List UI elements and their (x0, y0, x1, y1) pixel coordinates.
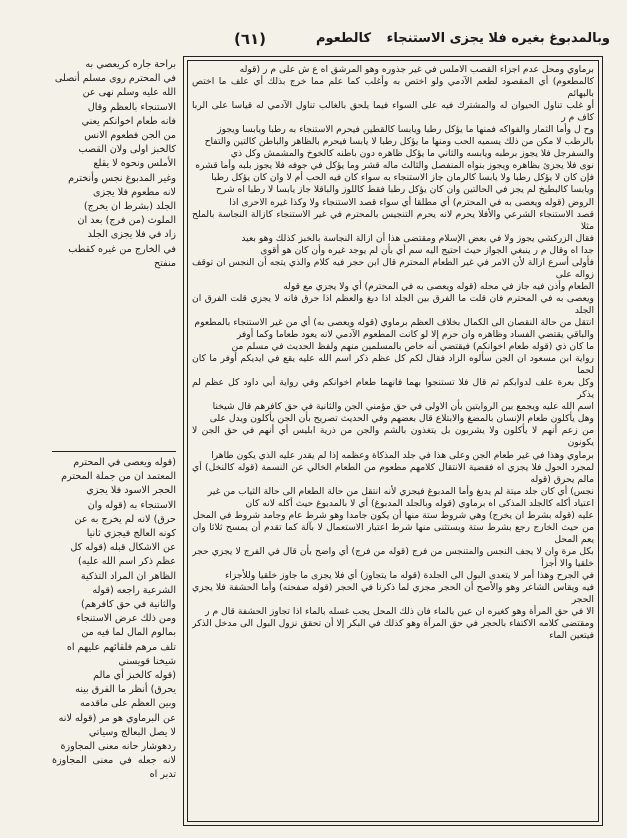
margin-text-line: كونه العالج فيجزي ثانيا (86, 528, 176, 540)
main-text-line: نجس) أي كان جلد ميتة لم يدبغ وأما المدبوغ فيجزي لأنه انتقل من حالة الطعام الى حالة الثياب من غير (207, 485, 594, 497)
main-text-line: رواية ابن مسعود ان الجن سألوه الزاد فقال لكم كل عظم ذكر اسم الله عليه يقع في ايديكم أوفر ما كان لحما (192, 353, 594, 377)
main-text-line: اسم الله عليه ويجمع بين الروايتين بأن الاولى في حق مؤمني الجن والثانية في حق كافرهم قال شيخنا (212, 401, 594, 413)
main-text-line: في الجرح وهذا أمر لا يتعدى البول الى الجلدة (قوله ما يتجاوز) أي فلا يجزى ما جاوز خلقيا وللأجزاء (224, 569, 594, 581)
header-center-text: كالطعوم (316, 31, 372, 46)
main-text-line: فأولى أسرع ازالة لأن الامر في غير الطعام المحترم قال ابن حجر فيه كلام والذي يتجه أن النجس ان توقف زواله على (192, 256, 594, 280)
main-text-line: ويعصى به في المحترم فان قلت ما الفرق بين الجلد اذا دبغ والعظم اذا حرق فانه لا يجزي قلت الفرق ان الجلد (192, 292, 594, 316)
main-text-line: ويابسا كالبطيخ لم يجز في الحالتين وان كان يؤكل رطبا فقط كاللوز والباقلا جاز يابسا لا رطبا اه شرح (215, 184, 594, 196)
margin-text-line: الله عليه وسلم نهى عن (82, 87, 176, 99)
main-text-line: برماوي ومحل عدم اجزاء القصب الاملس في غير جذوره وهو المرشق اه ع ش على م ر (قوله (239, 64, 594, 75)
margin-text-line: لا يصل البعالج وسياتي (88, 726, 176, 738)
main-text-line: والباقي يقتضي الفساد وظاهره وان حرم إلا لو كانت المطعوم الآدمي لانه يعود طعاما وكما أوفر (236, 329, 594, 341)
margin-text-line: عن البرماوي هو مر (قوله لانه (58, 712, 176, 724)
main-text-line: وح ل وأما الثمار والفواكه فمنها ما يؤكل رطبا ويابسا كالقطين فيحرم الاستنجاء به رطبا ويابسا ويجوز (217, 124, 594, 136)
margin-text-line: براحة جاره كريعصي به (85, 59, 176, 70)
margin-text-line: ومن ذلك عرض الاستنجاء (76, 613, 176, 625)
margin-text-line: لانه جعله في معنى المجاوزة تدبر اه (52, 755, 176, 781)
main-text-line: لمجرد الحول فلا يجزي اه فقضية الانتقال كلامهم مطعوم من الطعام الخالي عن النسمة (قوله كالنخل) أي مالم يحرق (قوله (192, 461, 594, 485)
main-text-line: برماوي وهذا في غير طعام الجن وعلى هذا في جلد المذكاة وعظمه إذا لم يقدر عليه الذي يكون طاهرا (211, 449, 594, 461)
main-text-line: ما كان ذي (قوله طعام اخوانكم) فيقتضي أنه خاص بالمسلمين منهم ولفظ الحديث في مسلم من (231, 341, 594, 353)
margin-text-line: المعتمد ان من جملة المحترم (61, 471, 176, 483)
margin-text-line: الاستنجاء بالعظم وقال (87, 101, 176, 113)
margin-text-line: لانه مطعوم فلا يجزى (93, 186, 176, 198)
main-text-line: نوى فلا يجزئ بظاهره ويجوز بنواه المنفصل والثالث ماله قشر وما يؤكل في جوفه فلا يجوز بلبه وأما قشره (195, 160, 594, 172)
main-text-line: عليه (قوله بشرط ان يخرج) وهي شروط ستة منها أن يكون جامدا وهو شرط عام وجامد شروط في المحل (192, 509, 594, 521)
main-text-line: جدا اه وقال م ر ينبغي الجواز حيث احتيج اليه سم أي بأن لم يوجد غيره وأن كان هو أقوى (260, 244, 594, 256)
margin-text-line: منفتح (154, 257, 176, 269)
margin-text-line: من الجن فطعوم الانس (84, 130, 176, 142)
main-text-line: بكل مرة وان لا يجف النجس والمتنجس من فرج (قوله من فرج) أي واضح بأن قال في الفرج لا يجزي حجر خلقيا والا أجزأ (192, 545, 594, 569)
main-text-line: انتقل من حالة النقصان الى الكمال بخلاف العظم برماوي (قوله ويعصى به) أي من غير الاستنجاء بالمطعوم (194, 316, 594, 328)
margin-divider (52, 451, 176, 452)
margin-text-line: وغير المدبوغ نجس وأنخترم (68, 172, 176, 184)
margin-text-line: الجلد (بشرط ان يخرج) (83, 201, 176, 213)
margin-text-line: بمالوم المال لما فيه من (81, 627, 176, 639)
main-text-line: وهل يأكلون طعام الإنسان بالمضغ والابتلاع قال بعضهم وفي الحديث تصريح بأن الجن يأكلون ويدل على (209, 413, 594, 425)
margin-text-line: في الخارج من غيره كقطب (68, 243, 176, 255)
main-text-line: من زعم أنهم لا يأكلون ولا يشربون بل يتغذون بالشم والجن من ذرية ابليس أي أنهم في حق الجن لا يكونون (192, 425, 594, 449)
main-text-line: والسفرجل فلا يجوز برطبه ويابسه والثاني ما يؤكل ظاهره دون باطنه كالخوخ والمشمش وكل ذي (230, 148, 594, 160)
margin-text-line: (قوله ويعصى في المحترم (73, 457, 176, 468)
margin-text-line: في المحترم روى مسلم أنصلى (54, 73, 176, 85)
page-number: (٦١) (234, 30, 267, 48)
main-text-column (192, 64, 594, 819)
main-text-line: ومقتضى كلامه الاكتفاء بالحجر في حق المرأة وهو كذلك في البكر إلا أن تحقق نزول البول الى مدخل الذكر فيتعين الماء (192, 618, 594, 642)
header-right-text: وبالمدبوغ بغيره فلا يجزى الاستنجاء (386, 31, 610, 46)
margin-text-line: يحرق) أنظر ما الفرق بينه (75, 684, 176, 696)
margin-text-line: كالخبز اولى ولان القصب (78, 144, 176, 156)
main-text-line: فإن كان لا يؤكل رطبا ولا يابسا كالرمان جاز الاستنجاء به سواء كان فيه الحب أم لا وان كان يؤكل رطبا (211, 172, 594, 184)
margin-text-line: زاد في فلا يجزى الجلد (87, 229, 176, 241)
running-header (16, 27, 610, 51)
margin-text-line: عن الاشكال قبله (قوله كل (70, 542, 176, 554)
margin-text-line: الشرعية راجعه (قوله (92, 584, 176, 596)
margin-text-line: الملوث (من فرج) بعد ان (77, 215, 176, 227)
margin-text-line: ردهوشار حانه معنى المجاوزة (60, 741, 176, 753)
main-text-line: فقال الزركشي يجوز ولا في بعض الإسلام ومقتضى هذا أن ازالة النجاسة بالخبز كذلك وهو بعيد (241, 232, 594, 244)
main-text-line: الا في حق المرأة وهو كغيره ان عين بالماء فان ذلك المحل يجب غسله بالماء اذا تجاوز الحشفة قال م ر (205, 606, 594, 618)
main-text-line: فيه ويقاس الشاعر وهو والأصح أن الحجر مجزي لما ذكرنا في الحجر (قوله صفحته) وأما الحشفة فلا يجزي الحجر (192, 582, 594, 606)
margin-text-line: الظاهر ان المراد التذكية (80, 570, 176, 582)
margin-text-line: وبين العظم على ماقدمه (80, 698, 176, 710)
main-text-line: الطعام وأذن فيه جاز في محله (قوله ويعصى به في المحترم) أي ولا يجزي مع قوله (283, 280, 594, 292)
main-text-line: من حيث الخارج رجع بشرط ستة ويستثنى منها شرط اعتبار الاستعمال لا بآلة كما تقدم أن يمسح ثلاثا وان يعم المحل (192, 521, 594, 545)
main-text-line: بالرطب لا مكن من ذلك يسميه الحب ومنها ما يؤكل رطبا لا يابسا فيحرم بالظاهر والباطن كالتين والتفاح (204, 136, 594, 148)
margin-text-line: الأملس ونحوه لا يقلع (93, 158, 176, 170)
main-text-line: اعتياد أكله كالجلد المذكى اه برماوي (قوله وبالجلد المدبوغ) أي لا بالمدبوغ حيث أكله لانه كان (245, 497, 594, 509)
main-text-line: أو غلب تناول الحيوان له والمشترك فيه على السواء فيما يلحق بالغالب تناول الآدمي له قياسا على الربا كاف م ر (192, 100, 594, 124)
margin-text-line: حرق) لانه لم يخرج به عن (74, 513, 176, 525)
margin-text-line: تلف مرهم فلقائهم عليهم اه (66, 641, 176, 653)
margin-text-top (52, 58, 176, 450)
margin-text-line: الحجر الاسود فلا يجزي (86, 485, 176, 497)
margin-text-line: الاستنجاء به (قوله وان (87, 499, 176, 511)
margin-text-bottom (52, 456, 176, 812)
margin-text-line: (قوله كالخبز أي مالم (93, 670, 176, 682)
main-text-line: قصد الاستنجاء الشرعي والأفلا يحرم لانه يحرم التنجيس بالمحترم في غير الاستنجاء كازالة النجاسة بالملح مثلا (192, 208, 594, 232)
margin-text-line: عظم ذكر اسم الله عليه) (78, 556, 176, 568)
margin-text-line: فانه طعام اخوانكم يعني (81, 115, 176, 127)
main-text-line: الروض (قوله ويعصى به في المحترم) أي مطلقا أي سواء قصد الاستنجاء ولا وكذا غيره الاحرى اذا (229, 196, 594, 208)
main-text-line: وكل بعرة علف لدوابكم ثم قال فلا تستنجوا بهما فانهما طعام اخوانكم وفي رواية أبي داود كل عظم لم يذكر (192, 377, 594, 401)
margin-text-line: والثانية في حق كافرهم) (81, 599, 176, 611)
main-text-line: كالمطعوم) أي المقصود لطعم الآدمي ولو اختص به وأغلب كما علم مما خرج بذلك أي علف ما اختص بالبهائم (192, 76, 594, 100)
margin-text-line: شيخنا قويسني (118, 655, 176, 667)
